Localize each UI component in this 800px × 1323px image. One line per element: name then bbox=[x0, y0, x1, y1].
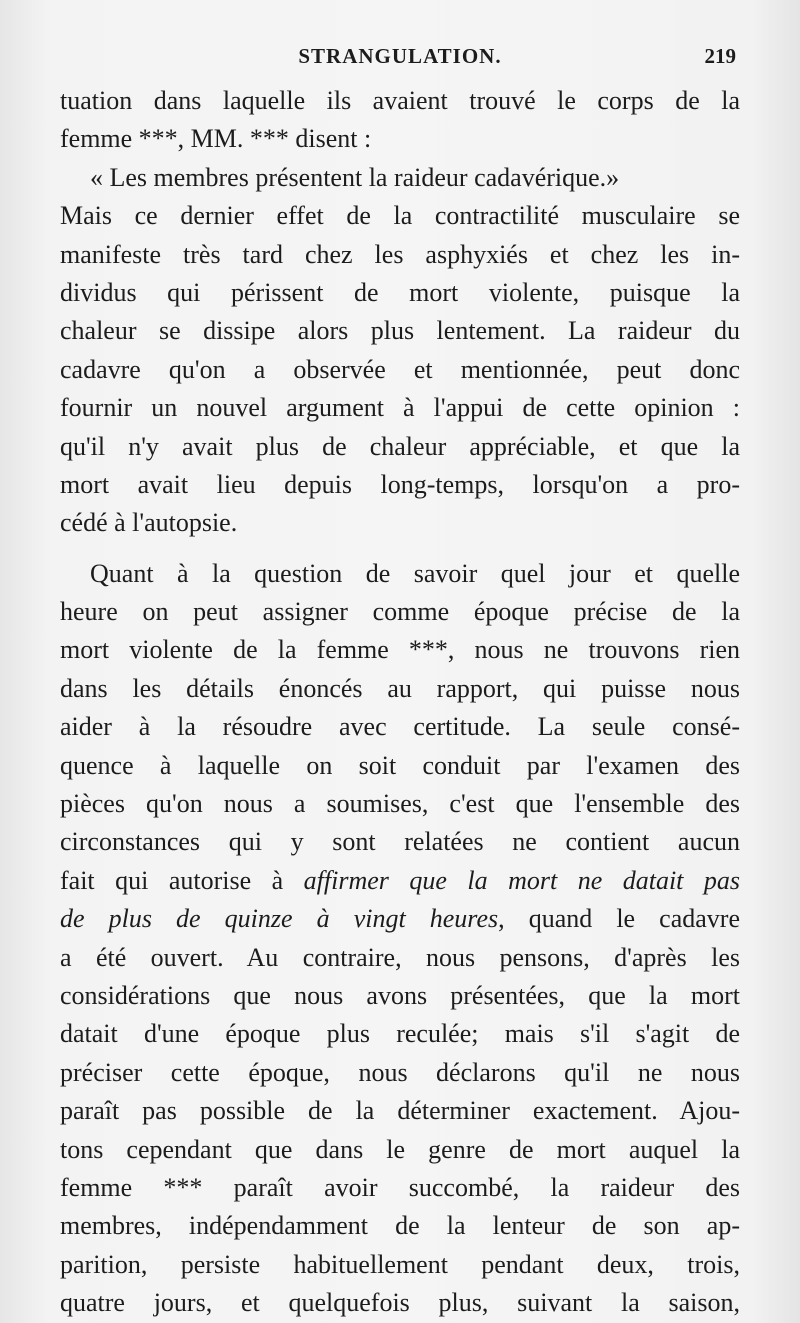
text-line: fournir un nouvel argument à l'appui de cette opinion : bbox=[60, 393, 740, 423]
text-line: « Les membres présentent la raideur cadavérique.» bbox=[90, 162, 620, 192]
running-head bbox=[60, 44, 740, 76]
text-segment: , quand le cadavre bbox=[498, 904, 740, 934]
text-line: tons cependant que dans le genre de mort auquel la bbox=[60, 1134, 740, 1164]
text-line: femme *** paraît avoir succombé, la raideur des bbox=[60, 1172, 740, 1202]
page-number: 219 bbox=[704, 44, 736, 68]
italic-phrase: de plus de quinze à vingt heures bbox=[60, 904, 499, 934]
text-line: heure on peut assigner comme époque précise de la bbox=[60, 597, 740, 627]
text-line: paraît pas possible de la déterminer exactement. Ajou- bbox=[60, 1096, 740, 1126]
text-line: cadavre qu'on a observée et mentionnée, peut donc bbox=[60, 354, 740, 384]
text-line: aider à la résoudre avec certitude. La seule consé- bbox=[60, 712, 740, 742]
text-line: Mais ce dernier effet de la contractilité musculaire se bbox=[60, 201, 740, 231]
text-line: a été ouvert. Au contraire, nous pensons, d'après les bbox=[60, 942, 740, 972]
text-line: parition, persiste habituellement pendant deux, trois, bbox=[60, 1249, 740, 1279]
text-line: dans les détails énoncés au rapport, qui puisse nous bbox=[60, 673, 740, 703]
italic-phrase: affirmer que la mort ne datait pas bbox=[303, 865, 740, 895]
text-line: cédé à l'autopsie. bbox=[60, 508, 238, 538]
text-line: dividus qui périssent de mort violente, puisque la bbox=[60, 277, 740, 307]
text-line: manifeste très tard chez les asphyxiés et chez les in- bbox=[60, 239, 740, 269]
text-line: tuation dans laquelle ils avaient trouvé le corps de la bbox=[60, 86, 740, 115]
text-line: Quant à la question de savoir quel jour et quelle bbox=[90, 558, 740, 588]
text-line: femme ***, MM. *** disent : bbox=[60, 124, 372, 154]
text-line: quence à laquelle on soit conduit par l'examen des bbox=[60, 750, 740, 780]
text-line: quatre jours, et quelquefois plus, suivant la saison, bbox=[60, 1288, 740, 1318]
body-text bbox=[60, 82, 740, 1323]
text-line: membres, indépendamment de la lenteur de son ap- bbox=[60, 1211, 740, 1241]
text-line: pièces qu'on nous a soumises, c'est que l'ensemble des bbox=[60, 789, 740, 819]
text-line: circonstances qui y sont relatées ne contient aucun bbox=[60, 827, 740, 857]
text-line-mixed bbox=[60, 900, 740, 938]
text-line: qu'il n'y avait plus de chaleur appréciable, et que la bbox=[60, 431, 740, 461]
text-segment: fait qui autorise à bbox=[60, 865, 304, 895]
text-line: chaleur se dissipe alors plus lentement. La raideur du bbox=[60, 316, 740, 346]
running-title: STRANGULATION. bbox=[298, 44, 502, 68]
text-line: préciser cette époque, nous déclarons qu'il ne nous bbox=[60, 1057, 740, 1087]
text-line: datait d'une époque plus reculée; mais s'il s'agit de bbox=[60, 1019, 740, 1049]
text-line-mixed bbox=[60, 862, 740, 900]
text-line: considérations que nous avons présentées, que la mort bbox=[60, 980, 740, 1010]
text-line: mort avait lieu depuis long-temps, lorsqu'on a pro- bbox=[60, 469, 740, 499]
text-line: mort violente de la femme ***, nous ne trouvons rien bbox=[60, 635, 740, 665]
